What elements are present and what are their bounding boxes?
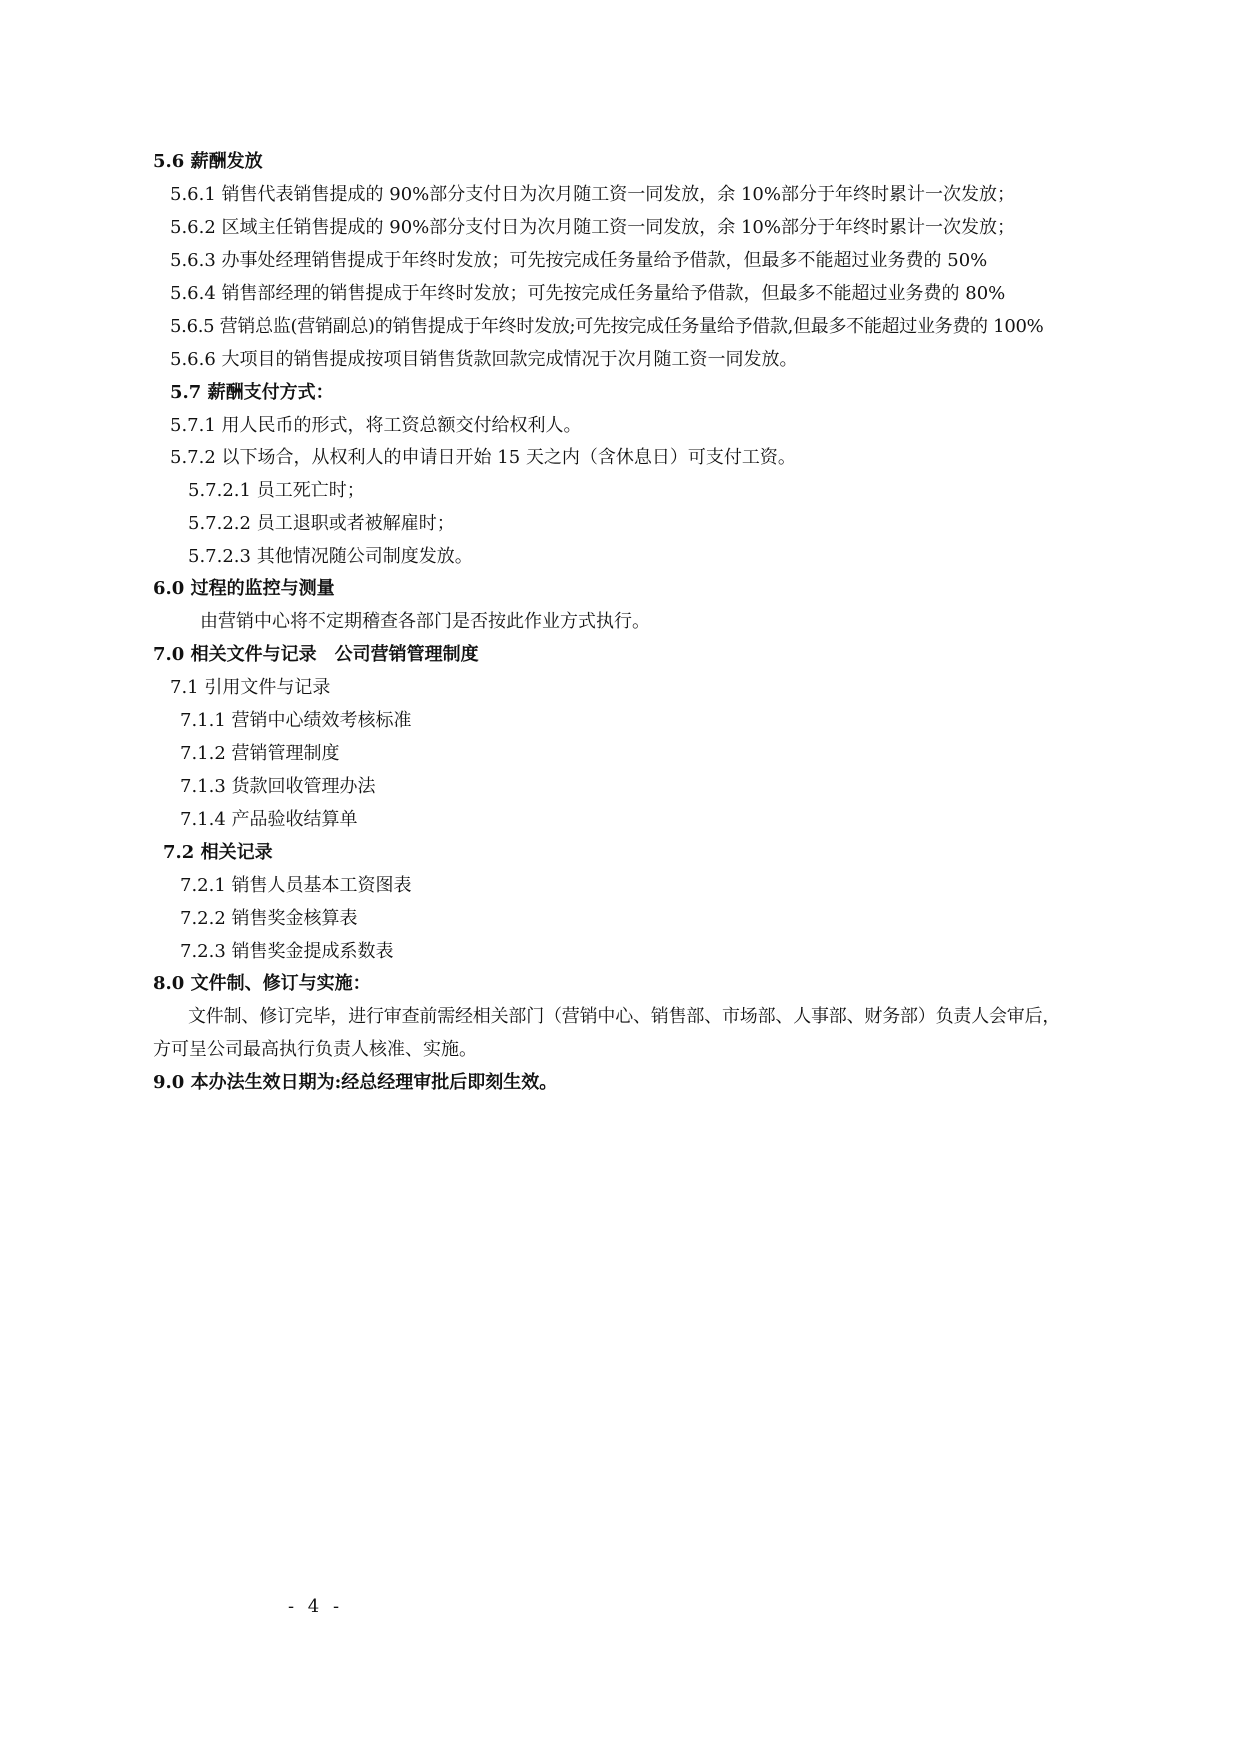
item-5-6-2: 5.6.2 区域主任销售提成的 90%部分支付日为次月随工资一同发放，余 10%部分于年终时累计一次发放； bbox=[170, 217, 1015, 238]
item-5-7-2-3: 5.7.2.3 其他情况随公司制度发放。 bbox=[188, 546, 473, 567]
item-7-1-1: 7.1.1 营销中心绩效考核标准 bbox=[180, 710, 412, 731]
item-5-7-2-1: 5.7.2.1 员工死亡时； bbox=[188, 480, 365, 501]
item-7-1-4: 7.1.4 产品验收结算单 bbox=[180, 809, 358, 830]
item-5-6-1: 5.6.1 销售代表销售提成的 90%部分支付日为次月随工资一同发放，余 10%部分于年终时累计一次发放； bbox=[170, 184, 1015, 205]
item-7-2-2: 7.2.2 销售奖金核算表 bbox=[180, 908, 358, 929]
section-6-0-heading: 6.0 过程的监控与测量 bbox=[153, 578, 335, 599]
item-5-6-5: 5.6.5 营销总监(营销副总)的销售提成于年终时发放;可先按完成任务量给予借款,但最多不能超过业务费的 100% bbox=[170, 316, 1044, 337]
item-7-2-3: 7.2.3 销售奖金提成系数表 bbox=[180, 941, 394, 962]
section-8-0-body-line-2: 方可呈公司最高执行负责人核准、实施。 bbox=[153, 1039, 477, 1060]
section-5-7-heading: 5.7 薪酬支付方式： bbox=[170, 382, 334, 403]
item-7-1-2: 7.1.2 营销管理制度 bbox=[180, 743, 340, 764]
section-6-0-body: 由营销中心将不定期稽查各部门是否按此作业方式执行。 bbox=[200, 611, 650, 632]
section-9-0-heading: 9.0 本办法生效日期为:经总经理审批后即刻生效。 bbox=[153, 1072, 558, 1093]
item-5-7-1: 5.7.1 用人民币的形式，将工资总额交付给权利人。 bbox=[170, 415, 582, 436]
section-5-6-heading: 5.6 薪酬发放 bbox=[153, 151, 263, 172]
item-5-7-2: 5.7.2 以下场合，从权利人的申请日开始 15 天之内（含休息日）可支付工资。 bbox=[170, 447, 796, 468]
item-7-2-1: 7.2.1 销售人员基本工资图表 bbox=[180, 875, 412, 896]
section-8-0-body-line-1: 文件制、修订完毕，进行审查前需经相关部门（营销中心、销售部、市场部、人事部、财务部）负责人会审后， bbox=[188, 1006, 1061, 1027]
item-5-6-6: 5.6.6 大项目的销售提成按项目销售货款回款完成情况于次月随工资一同发放。 bbox=[170, 349, 798, 370]
item-5-7-2-2: 5.7.2.2 员工退职或者被解雇时； bbox=[188, 513, 455, 534]
section-8-0-heading: 8.0 文件制、修订与实施： bbox=[153, 973, 371, 994]
section-7-2-heading: 7.2 相关记录 bbox=[163, 842, 273, 863]
page-number: - 4 - bbox=[288, 1596, 344, 1617]
item-5-6-3: 5.6.3 办事处经理销售提成于年终时发放；可先按完成任务量给予借款，但最多不能超过业务费的 50% bbox=[170, 250, 988, 271]
section-7-1-heading: 7.1 引用文件与记录 bbox=[170, 677, 331, 698]
section-7-0-heading: 7.0 相关文件与记录 公司营销管理制度 bbox=[153, 644, 479, 665]
item-5-6-4: 5.6.4 销售部经理的销售提成于年终时发放；可先按完成任务量给予借款，但最多不能超过业务费的 80% bbox=[170, 283, 1006, 304]
item-7-1-3: 7.1.3 货款回收管理办法 bbox=[180, 776, 376, 797]
